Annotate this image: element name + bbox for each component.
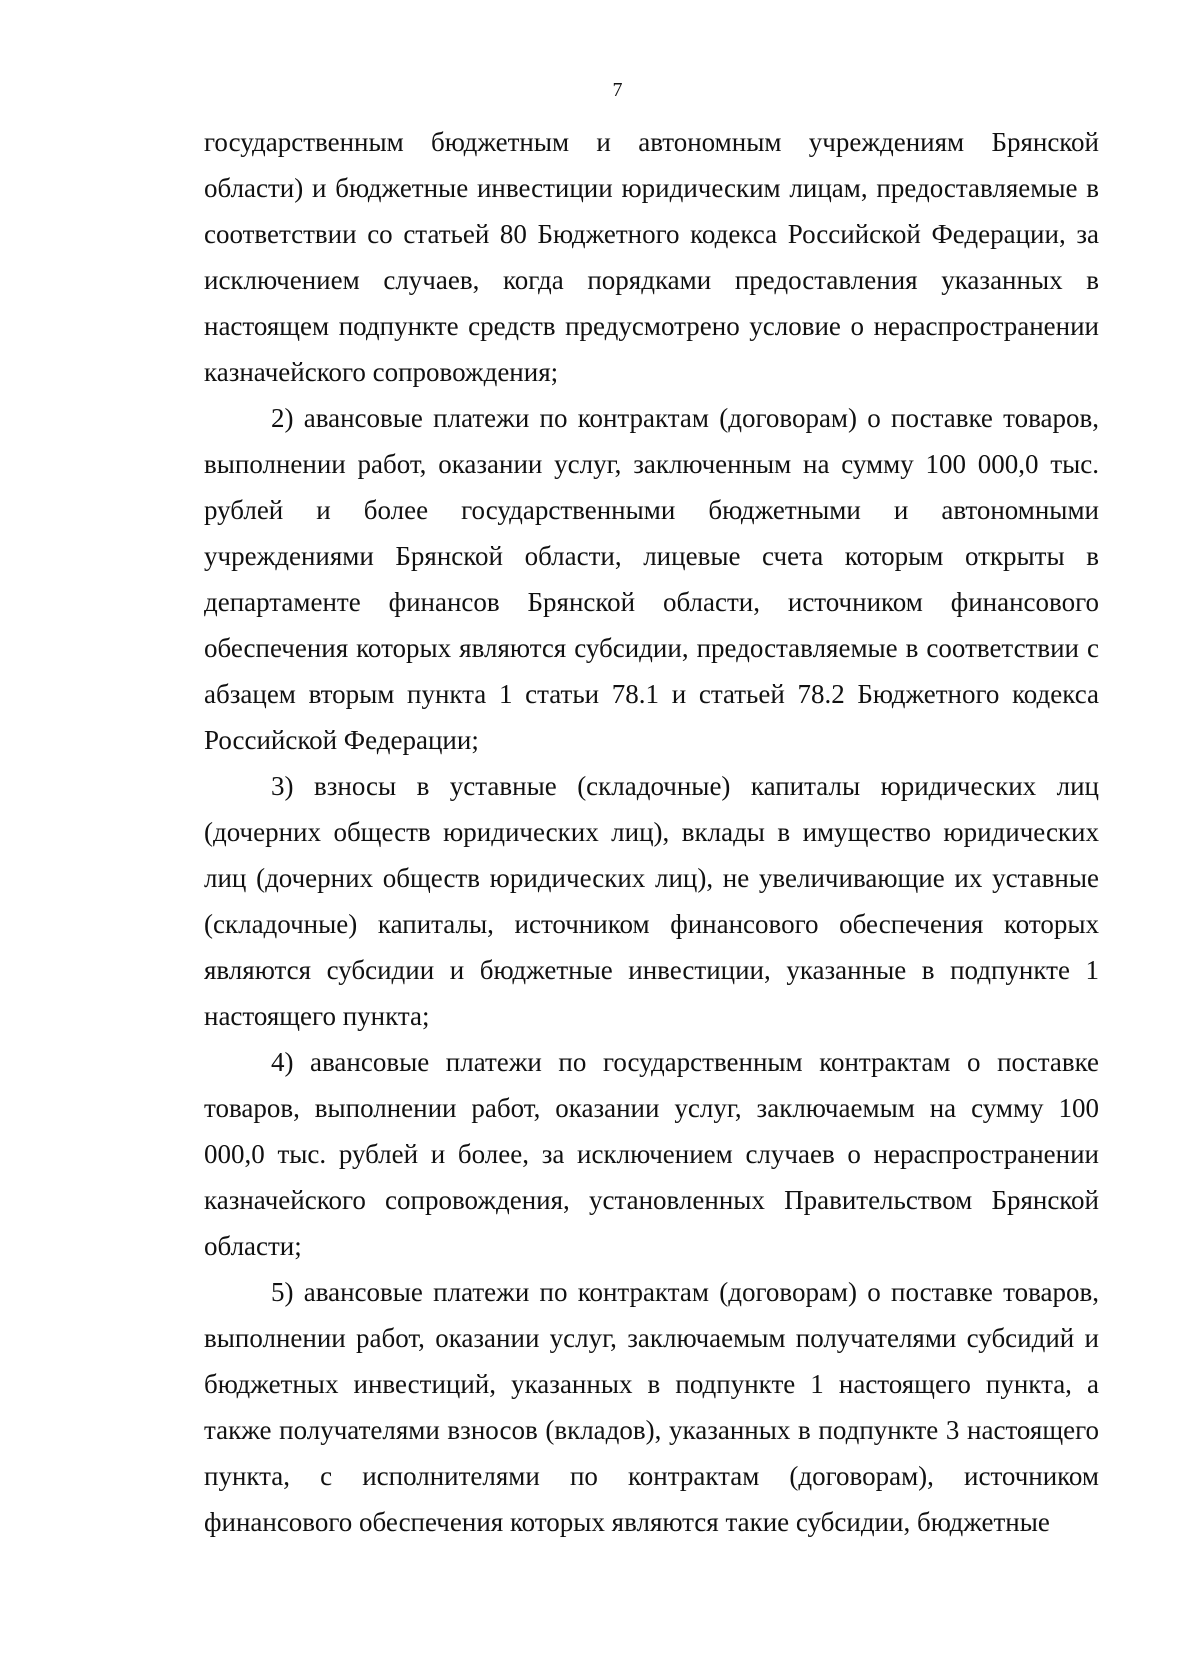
paragraph-item-4: 4) авансовые платежи по государственным контрактам о поставке товаров, выполнении работ, оказании услуг, заключаемым на сумму 100 000,0 тыс. рублей и более, за исключением случаев о нераспространении казначейского сопровождения, установленных Правительством Брянской области;: [204, 1047, 1099, 1261]
paragraph-continuation: государственным бюджетным и автономным учреждениям Брянской области) и бюджетные инвестиции юридическим лицам, предоставляемые в соответствии со статьей 80 Бюджетного кодекса Российской Федерации, за исключением случаев, когда порядками предоставления указанных в настоящем подпункте средств предусмотрено условие о нераспространении казначейского сопровождения;: [204, 127, 1099, 387]
paragraph-item-5: 5) авансовые платежи по контрактам (договорам) о поставке товаров, выполнении работ, оказании услуг, заключаемым получателями субсидий и бюджетных инвестиций, указанных в подпункте 1 настоящего пункта, а также получателями взносов (вкладов), указанных в подпункте 3 настоящего пункта, с исполнителями по контрактам (договорам), источником финансового обеспечения которых являются такие субсидии, бюджетные: [204, 1277, 1099, 1537]
paragraph-item-2: 2) авансовые платежи по контрактам (договорам) о поставке товаров, выполнении работ, оказании услуг, заключенным на сумму 100 000,0 тыс. рублей и более государственными бюджетными и автономными учреждениями Брянской области, лицевые счета которым открыты в департаменте финансов Брянской области, источником финансового обеспечения которых являются субсидии, предоставляемые в соответствии с абзацем вторым пункта 1 статьи 78.1 и статьей 78.2 Бюджетного кодекса Российской Федерации;: [204, 403, 1099, 755]
document-body: [204, 119, 1099, 1545]
page-number: 7: [612, 79, 623, 101]
paragraph-item-3: 3) взносы в уставные (складочные) капиталы юридических лиц (дочерних обществ юридических лиц), вклады в имущество юридических лиц (дочерних обществ юридических лиц), не увеличивающие их уставные (складочные) капиталы, источником финансового обеспечения которых являются субсидии и бюджетные инвестиции, указанные в подпункте 1 настоящего пункта;: [204, 771, 1099, 1031]
